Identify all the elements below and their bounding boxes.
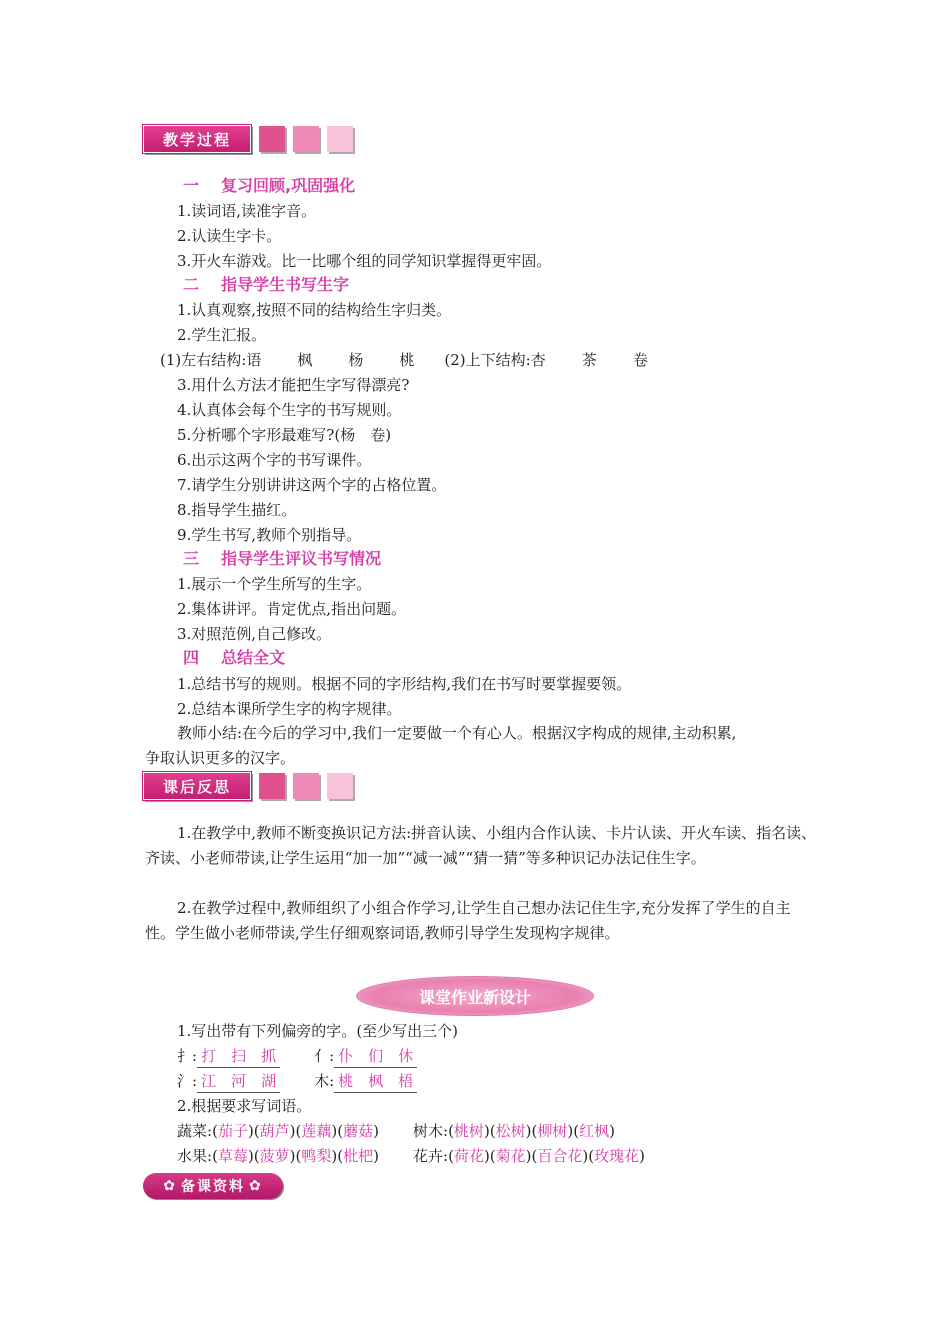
text-line: 3.开火车游戏。比一比哪个组的同学知识掌握得更牢固。 bbox=[177, 252, 552, 270]
text-line: 3.用什么方法才能把生字写得漂亮? bbox=[177, 376, 410, 394]
prep-label: 备课资料 bbox=[181, 1179, 245, 1195]
text-line: 2.学生汇报。 bbox=[177, 326, 267, 344]
banner-square bbox=[259, 773, 285, 799]
reflection-paragraph: 2.在教学过程中,教师组织了小组合作学习,让学生自己想办法记住生字,充分发挥了学生的自主性。学生做小老师带读,学生仔细观察词语,教师引导学生发现构字规律。 bbox=[145, 899, 791, 942]
star-icon: ✿ bbox=[163, 1178, 177, 1194]
banner-square bbox=[259, 126, 285, 152]
section-heading: 一 复习回顾,巩固强化 bbox=[183, 176, 356, 195]
banner-label: 课后反思 bbox=[143, 772, 251, 800]
text-line: 1.认真观察,按照不同的结构给生字归类。 bbox=[177, 301, 452, 319]
text-line: 争取认识更多的汉字。 bbox=[145, 749, 296, 767]
structure-line: (1)左右结构:语 枫 杨 桃 (2)上下结构:杏 茶 卷 bbox=[160, 351, 648, 369]
text-line: 1.展示一个学生所写的生字。 bbox=[177, 575, 372, 593]
category-row: 水果:(草莓)(菠萝)(鸭梨)(枇杷) 花卉:(荷花)(菊花)(百合花)(玫瑰花) bbox=[177, 1147, 645, 1165]
banner-square bbox=[327, 126, 353, 152]
star-icon: ✿ bbox=[249, 1178, 263, 1194]
section-banner-reflection bbox=[143, 771, 353, 801]
question-line: 2.根据要求写词语。 bbox=[177, 1097, 312, 1115]
section-banner-process bbox=[143, 124, 353, 154]
text-line: 教师小结:在今后的学习中,我们一定要做一个有心人。根据汉字构成的规律,主动积累, bbox=[177, 724, 737, 742]
text-line: 7.请学生分别讲讲这两个字的占格位置。 bbox=[177, 476, 447, 494]
prep-material-banner bbox=[143, 1173, 283, 1199]
text-line: 6.出示这两个字的书写课件。 bbox=[177, 451, 372, 469]
text-line: 2.认读生字卡。 bbox=[177, 227, 282, 245]
text-line: 2.总结本课所学生字的构字规律。 bbox=[177, 700, 402, 718]
category-row: 蔬菜:(茄子)(葫芦)(莲藕)(蘑菇) 树木:(桃树)(松树)(柳树)(红枫) bbox=[177, 1122, 615, 1140]
question-line: 1.写出带有下列偏旁的字。(至少写出三个) bbox=[177, 1022, 459, 1040]
text-line: 1.读词语,读准字音。 bbox=[177, 202, 317, 220]
text-line: 8.指导学生描红。 bbox=[177, 501, 297, 519]
section-heading: 三 指导学生评议书写情况 bbox=[183, 549, 382, 568]
text-line: 4.认真体会每个生字的书写规则。 bbox=[177, 401, 402, 419]
answer-underline: 桃 枫 梧 bbox=[334, 1070, 417, 1093]
banner-square bbox=[327, 773, 353, 799]
banner-square bbox=[293, 773, 319, 799]
homework-title: 课堂作业新设计 bbox=[418, 987, 531, 1007]
text-line: 9.学生书写,教师个别指导。 bbox=[177, 526, 362, 544]
section-heading: 二 指导学生书写生字 bbox=[183, 275, 350, 294]
answer-underline: 打 扫 抓 bbox=[197, 1045, 280, 1068]
radical-row: 氵: 江 河 湖 木: 桃 枫 梧 bbox=[177, 1070, 417, 1093]
text-line: 5.分析哪个字形最难写?(杨 卷) bbox=[177, 426, 392, 444]
text-line: 2.集体讲评。肯定优点,指出问题。 bbox=[177, 600, 407, 618]
text-line: 1.总结书写的规则。根据不同的字形结构,我们在书写时要掌握要领。 bbox=[177, 675, 632, 693]
text-line: 3.对照范例,自己修改。 bbox=[177, 625, 332, 643]
banner-square bbox=[293, 126, 319, 152]
homework-title-badge bbox=[356, 976, 594, 1016]
banner-label: 教学过程 bbox=[143, 125, 251, 153]
radical-row: 扌: 打 扫 抓 亻: 仆 们 休 bbox=[177, 1045, 417, 1068]
answer-underline: 仆 们 休 bbox=[334, 1045, 417, 1068]
reflection-paragraph: 1.在教学中,教师不断变换识记方法:拼音认读、小组内合作认读、卡片认读、开火车读、指名读、齐读、小老师带读,让学生运用“加一加”“减一减”“猜一猜”等多种识记办法记住生字。 bbox=[145, 824, 817, 867]
answer-underline: 江 河 湖 bbox=[197, 1070, 280, 1093]
section-heading: 四 总结全文 bbox=[183, 648, 286, 667]
